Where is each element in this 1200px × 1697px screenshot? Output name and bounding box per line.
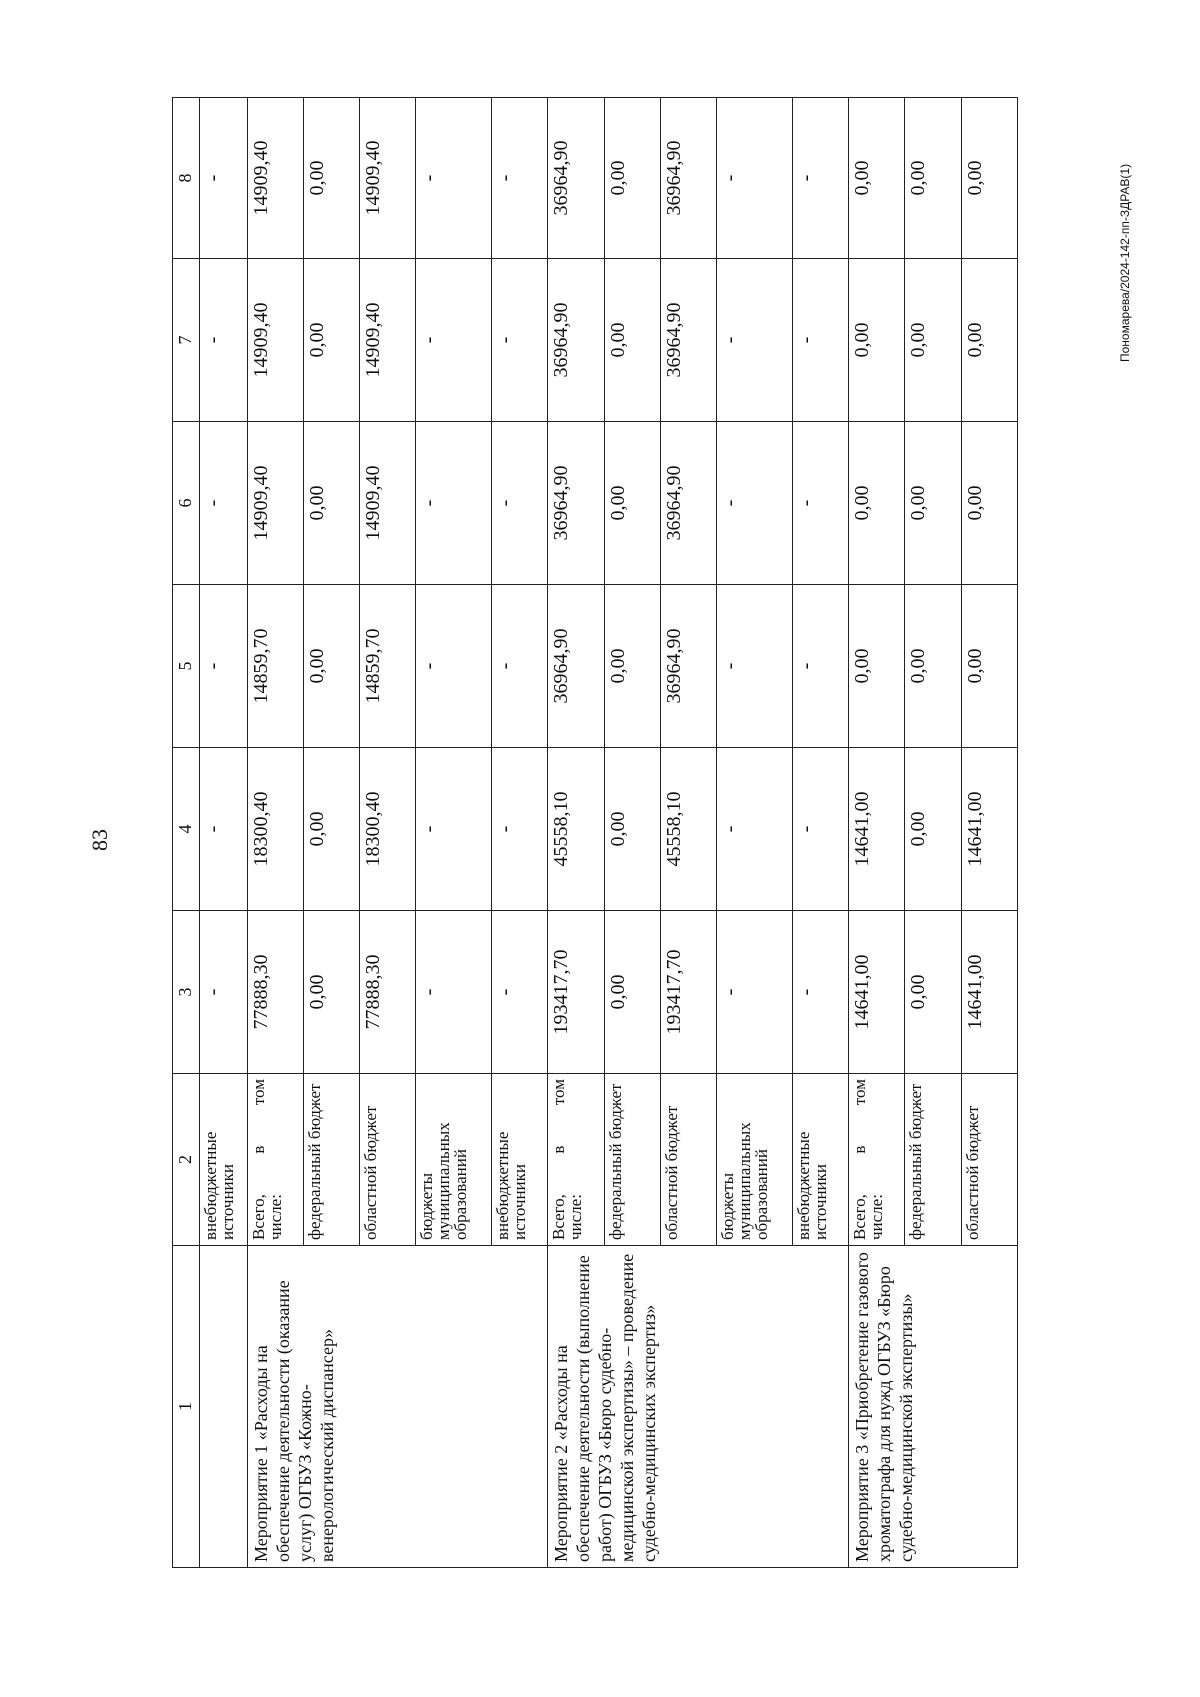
source-word: том: [549, 1079, 569, 1106]
source-word: в: [549, 1145, 569, 1154]
value-cell: -: [492, 259, 548, 422]
header-col-3: 3: [173, 911, 200, 1074]
budget-table-container: [172, 98, 1018, 1568]
value-cell: 0,00: [604, 911, 660, 1074]
value-cell: 0,00: [905, 259, 961, 422]
value-cell: -: [492, 422, 548, 585]
source-word: Всего,: [248, 1194, 268, 1240]
value-cell: 36964,90: [548, 422, 604, 585]
value-cell: 193417,70: [548, 911, 604, 1074]
value-cell: 18300,40: [247, 748, 303, 911]
value-cell: 45558,10: [660, 748, 716, 911]
value-cell: 0,00: [849, 259, 905, 422]
source-word: числе:: [265, 1194, 285, 1240]
source-word: в: [248, 1145, 268, 1154]
header-col-5: 5: [173, 585, 200, 748]
value-cell: -: [416, 98, 492, 259]
value-cell: 0,00: [905, 422, 961, 585]
value-cell: 0,00: [905, 748, 961, 911]
value-cell: 36964,90: [548, 259, 604, 422]
value-cell: 14909,40: [360, 422, 416, 585]
source-cell: [548, 1074, 604, 1246]
value-cell: -: [792, 422, 848, 585]
source-word: Всего,: [850, 1194, 870, 1240]
value-cell: 14641,00: [849, 911, 905, 1074]
source-cell: внебюджетные источники: [792, 1074, 848, 1246]
value-cell: -: [416, 259, 492, 422]
value-cell: 0,00: [961, 98, 1017, 259]
value-cell: -: [200, 98, 248, 259]
value-cell: 0,00: [849, 422, 905, 585]
value-cell: 193417,70: [660, 911, 716, 1074]
value-cell: 77888,30: [360, 911, 416, 1074]
value-cell: -: [200, 748, 248, 911]
value-cell: 0,00: [905, 911, 961, 1074]
source-cell: бюджеты муниципальных образований: [416, 1074, 492, 1246]
value-cell: 14859,70: [360, 585, 416, 748]
value-cell: -: [792, 585, 848, 748]
header-row: [173, 98, 200, 1568]
value-cell: -: [200, 422, 248, 585]
value-cell: 14641,00: [849, 748, 905, 911]
header-col-8: 8: [173, 98, 200, 259]
value-cell: 0,00: [849, 98, 905, 259]
source-word: том: [248, 1079, 268, 1106]
value-cell: -: [200, 911, 248, 1074]
value-cell: -: [717, 585, 793, 748]
value-cell: -: [416, 748, 492, 911]
source-cell: бюджеты муниципальных образований: [717, 1074, 793, 1246]
header-col-4: 4: [173, 748, 200, 911]
activity-2-cell: Мероприятие 2 «Расходы на обеспечение деятельности (выполнение работ) ОГБУЗ «Бюро судебно-медицинской экспертизы» – проведение судебно-медицинских экспертиз»: [548, 1246, 849, 1568]
source-cell: [849, 1074, 905, 1246]
table-row: [247, 98, 303, 1568]
value-cell: 18300,40: [360, 748, 416, 911]
value-cell: -: [492, 585, 548, 748]
source-cell: федеральный бюджет: [604, 1074, 660, 1246]
value-cell: -: [492, 748, 548, 911]
table-row: [849, 98, 905, 1568]
activity-cell: [200, 1246, 248, 1568]
source-cell: федеральный бюджет: [905, 1074, 961, 1246]
value-cell: 0,00: [303, 585, 359, 748]
source-cell: областной бюджет: [360, 1074, 416, 1246]
activity-3-cell: Мероприятие 3 «Приобретение газового хроматографа для нужд ОГБУЗ «Бюро судебно-медицинской экспертизы»: [849, 1246, 1018, 1568]
source-word: том: [850, 1079, 870, 1106]
value-cell: 14859,70: [247, 585, 303, 748]
source-cell: федеральный бюджет: [303, 1074, 359, 1246]
activity-1-cell: Мероприятие 1 «Расходы на обеспечение деятельности (оказание услуг) ОГБУЗ «Кожно-венерологический диспансер»: [247, 1246, 548, 1568]
value-cell: 0,00: [961, 585, 1017, 748]
value-cell: 45558,10: [548, 748, 604, 911]
value-cell: 0,00: [303, 98, 359, 259]
value-cell: -: [792, 259, 848, 422]
value-cell: 36964,90: [660, 422, 716, 585]
source-cell: внебюджетные источники: [200, 1074, 248, 1246]
value-cell: 36964,90: [660, 98, 716, 259]
value-cell: -: [416, 585, 492, 748]
source-cell: внебюджетные источники: [492, 1074, 548, 1246]
table-row: [548, 98, 604, 1568]
value-cell: 0,00: [303, 259, 359, 422]
value-cell: -: [416, 422, 492, 585]
source-cell: областной бюджет: [660, 1074, 716, 1246]
value-cell: 0,00: [303, 422, 359, 585]
value-cell: -: [200, 585, 248, 748]
value-cell: -: [717, 422, 793, 585]
value-cell: 0,00: [604, 259, 660, 422]
value-cell: 36964,90: [548, 98, 604, 259]
value-cell: 14641,00: [961, 911, 1017, 1074]
source-cell: [247, 1074, 303, 1246]
value-cell: -: [792, 748, 848, 911]
value-cell: 0,00: [961, 422, 1017, 585]
budget-table: [172, 97, 1018, 1568]
value-cell: 0,00: [905, 98, 961, 259]
value-cell: 14909,40: [247, 259, 303, 422]
value-cell: -: [200, 259, 248, 422]
value-cell: 0,00: [604, 422, 660, 585]
value-cell: -: [717, 98, 793, 259]
source-word: числе:: [867, 1194, 887, 1240]
source-word: Всего,: [549, 1194, 569, 1240]
header-col-7: 7: [173, 259, 200, 422]
value-cell: 36964,90: [660, 585, 716, 748]
value-cell: -: [717, 748, 793, 911]
value-cell: 0,00: [604, 585, 660, 748]
value-cell: 14909,40: [247, 422, 303, 585]
value-cell: 14909,40: [247, 98, 303, 259]
document-code: Пономарева/2024-142-пп-ЗДРАВ(1): [1118, 163, 1132, 362]
value-cell: -: [416, 911, 492, 1074]
value-cell: 14909,40: [360, 259, 416, 422]
value-cell: 0,00: [303, 748, 359, 911]
header-col-1: 1: [173, 1246, 200, 1568]
value-cell: -: [792, 98, 848, 259]
value-cell: 14909,40: [360, 98, 416, 259]
value-cell: 0,00: [604, 98, 660, 259]
page-number: 83: [87, 829, 112, 851]
header-col-2: 2: [173, 1074, 200, 1246]
value-cell: 77888,30: [247, 911, 303, 1074]
source-word: в: [850, 1145, 870, 1154]
value-cell: 0,00: [961, 259, 1017, 422]
source-word: числе:: [566, 1194, 586, 1240]
value-cell: -: [792, 911, 848, 1074]
table-row: [200, 98, 248, 1568]
value-cell: -: [492, 98, 548, 259]
value-cell: 36964,90: [548, 585, 604, 748]
source-cell: областной бюджет: [961, 1074, 1017, 1246]
value-cell: 14641,00: [961, 748, 1017, 911]
value-cell: 0,00: [303, 911, 359, 1074]
value-cell: 0,00: [604, 748, 660, 911]
value-cell: 0,00: [905, 585, 961, 748]
value-cell: -: [492, 911, 548, 1074]
header-col-6: 6: [173, 422, 200, 585]
value-cell: 36964,90: [660, 259, 716, 422]
value-cell: -: [717, 911, 793, 1074]
value-cell: -: [717, 259, 793, 422]
value-cell: 0,00: [849, 585, 905, 748]
